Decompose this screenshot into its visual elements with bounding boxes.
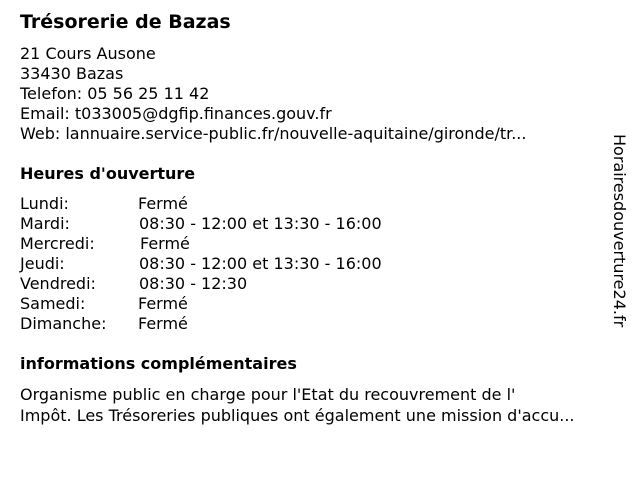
hours-time: 08:30 - 12:00 et 13:30 - 16:00: [139, 214, 382, 233]
address-street: 21 Cours Ausone: [20, 44, 156, 63]
hours-time: Fermé: [138, 294, 188, 313]
web-line: Web: lannuaire.service-public.fr/nouvelle-aquitaine/gironde/tr...: [20, 124, 527, 143]
info-text-line2: Impôt. Les Trésoreries publiques ont également une mission d'accu...: [20, 406, 575, 425]
hours-day: Mardi:: [20, 214, 70, 233]
hours-day: Jeudi:: [20, 254, 65, 273]
hours-day: Dimanche:: [20, 314, 107, 333]
hours-row-mardi: [20, 214, 620, 234]
address-city: 33430 Bazas: [20, 64, 124, 83]
hours-day: Mercredi:: [20, 234, 95, 253]
hours-time: Fermé: [140, 234, 190, 253]
hours-time: 08:30 - 12:30: [139, 274, 248, 293]
hours-time: 08:30 - 12:00 et 13:30 - 16:00: [139, 254, 382, 273]
hours-day: Lundi:: [20, 194, 69, 213]
hours-time: Fermé: [138, 194, 188, 213]
office-title: Trésorerie de Bazas: [20, 11, 231, 33]
hours-day: Vendredi:: [20, 274, 96, 293]
hours-heading: Heures d'ouverture: [20, 164, 196, 183]
hours-row-mercredi: [20, 234, 620, 254]
hours-table: [20, 194, 620, 334]
hours-row-dimanche: [20, 314, 620, 334]
info-heading: informations complémentaires: [20, 354, 297, 373]
hours-row-jeudi: [20, 254, 620, 274]
hours-time: Fermé: [138, 314, 188, 333]
office-card: [20, 10, 620, 426]
hours-day: Samedi:: [20, 294, 86, 313]
site-watermark: Horairesdouverture24.fr: [610, 134, 629, 328]
phone-line: Telefon: 05 56 25 11 42: [20, 84, 210, 103]
hours-row-lundi: [20, 194, 620, 214]
hours-row-samedi: [20, 294, 620, 314]
info-text-line1: Organisme public en charge pour l'Etat du recouvrement de l': [20, 385, 516, 404]
hours-row-vendredi: [20, 274, 620, 294]
email-line: Email: t033005@dgfip.finances.gouv.fr: [20, 104, 332, 123]
